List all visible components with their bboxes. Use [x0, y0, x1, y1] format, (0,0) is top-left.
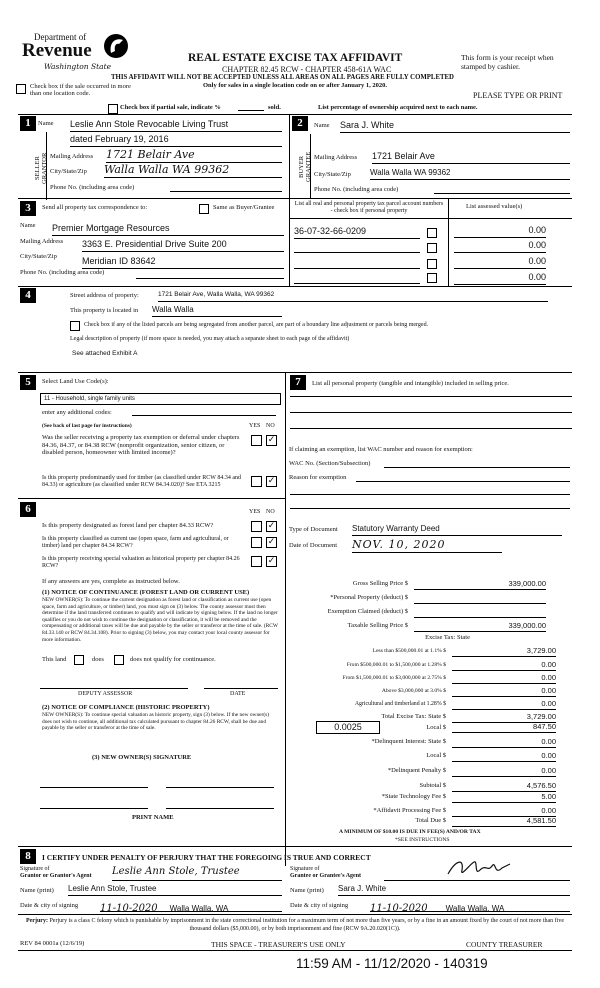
- land-does-qualify-checkbox[interactable]: [74, 655, 84, 665]
- receipt-note: This form is your receipt when stamped by cashier.: [461, 53, 554, 71]
- affidavit-processing-fee-label: *Affidavit Processing Fee $: [373, 807, 446, 814]
- total-due-value[interactable]: 4,581.50: [452, 816, 556, 827]
- treasurer-space-label: THIS SPACE - TREASURER'S USE ONLY: [211, 940, 346, 949]
- street-address-label: Street address of property:: [70, 292, 139, 299]
- revenue-logo-text: Revenue: [22, 40, 92, 61]
- legal-description-field[interactable]: See attached Exhibit A: [72, 350, 138, 357]
- local-tax-value[interactable]: 847.50: [452, 722, 556, 733]
- exemption-deferral-yes-checkbox[interactable]: [251, 435, 262, 446]
- seller-name-line2-field[interactable]: dated February 19, 2016: [70, 134, 282, 147]
- continuance-notice-body: NEW OWNER(S): To continue the current designation as forest land or classification as current use (open space, farm and agriculture, or timber) land, you must sign on (3) below. The county assessor must then determine if the land transferred continues to qualify and will indicate by signing below. If the land no longer qualifies or you do not wish to continue the designation or classification, it will be removed and the compensating or additional taxes will be due and payable by the seller or transferor at the time of sale. (RCW 84.33.140 or RCW 84.34.108). Prior to signing (3) below, you may contact your local county assessor for more information.: [42, 597, 278, 643]
- form-revision-number: REV 84 0001a (12/6/19): [20, 940, 85, 947]
- cashier-timestamp-stamp: 11:59 AM - 11/12/2020 - 140319: [296, 956, 488, 971]
- county-treasurer-label: COUNTY TREASURER: [466, 940, 543, 949]
- correspondence-city-field[interactable]: Meridian ID 83642: [82, 256, 284, 269]
- timber-agriculture-yes-checkbox[interactable]: [251, 476, 262, 487]
- taxable-selling-price-value[interactable]: 339,000.00: [414, 621, 546, 632]
- current-use-no-checkbox[interactable]: ✓: [267, 537, 276, 547]
- partial-sale-percent-field[interactable]: [238, 110, 264, 111]
- buyer-name-label: Name: [314, 122, 330, 129]
- exemption-reason-label: Reason for exemption: [289, 474, 347, 481]
- see-instructions-note: *SEE INSTRUCTIONS: [395, 837, 450, 843]
- section-6-number: 6: [20, 502, 36, 517]
- assessed-value-4[interactable]: 0.00: [454, 272, 546, 285]
- tax-bracket-3-value[interactable]: 0.00: [452, 673, 556, 684]
- land-use-instructions-note: (See back of last page for instructions): [42, 423, 132, 429]
- wac-number-field[interactable]: [384, 467, 570, 468]
- compliance-notice-body: NEW OWNER(S): To continue special valuation as historic property, sign (3) below. If the new owner(s) does not wish to continue, all additional tax calculated pursuant to chapter 84.26 RCW, shall be due and payable by the seller or transferor at the time of sale.: [42, 712, 270, 732]
- local-rate-field[interactable]: 0.0025: [316, 721, 380, 734]
- grantor-date-city-field[interactable]: [100, 898, 282, 912]
- local-tax-label: Local $: [426, 724, 446, 731]
- parcel-number-2[interactable]: [294, 252, 420, 253]
- state-technology-fee-label: *State Technology Fee $: [381, 793, 446, 800]
- parcel-4-personal-checkbox[interactable]: [427, 273, 437, 283]
- partial-sale-checkbox[interactable]: [108, 104, 118, 114]
- exemption-reason-field[interactable]: [356, 481, 570, 482]
- historic-property-yes-checkbox[interactable]: [251, 556, 262, 567]
- tax-bracket-2-value[interactable]: 0.00: [452, 660, 556, 671]
- tax-bracket-1-label: Less than $500,000.01 at 1.1% $: [372, 648, 446, 654]
- assessed-value-header: List assessed value(s): [466, 203, 523, 210]
- land-use-select[interactable]: 11 - Household, single family units: [40, 393, 281, 405]
- tax-correspondence-label: Send all property tax correspondence to:: [42, 204, 148, 211]
- document-date-field[interactable]: NOV. 10, 2020: [352, 538, 502, 553]
- seller-grantor-side-label: SELLER GRANTOR: [34, 152, 48, 184]
- legal-description-label: Legal description of property (if more space is needed, you may attach a separate sheet to each page of the affidavit): [70, 336, 350, 342]
- wac-number-label: WAC No. (Section/Subsection): [289, 460, 371, 467]
- grantee-signature-field[interactable]: [384, 866, 570, 881]
- seller-name-label: Name: [38, 120, 54, 127]
- tax-bracket-2-label: From $500,000.01 to $1,500,000 at 1.28% $: [346, 662, 446, 668]
- does-not-qualify-label: does not qualify for continuance.: [130, 656, 216, 663]
- section-6-no-header: NO: [266, 509, 275, 515]
- form-title: REAL ESTATE EXCISE TAX AFFIDAVIT: [188, 52, 403, 64]
- type-or-print-label: PLEASE TYPE OR PRINT: [473, 91, 563, 100]
- correspondence-mailing-field[interactable]: 3363 E. Presidential Drive Suite 200: [82, 239, 284, 252]
- parcel-2-personal-checkbox[interactable]: [427, 243, 437, 253]
- exemption-deferral-question: Was the seller receiving a property tax exemption or deferral under chapters 84.36, 84.37, or 84.38 RCW (nonprofit organization, senior citizen, or disabled person, homeowner with limited income)?: [42, 434, 240, 456]
- additional-codes-field[interactable]: [132, 415, 276, 416]
- segregated-parcel-label: Check box if any of the listed parcels are being segregated from another parcel, are part of a boundary line adjustment or parcels being merged.: [84, 322, 429, 328]
- parcel-3-personal-checkbox[interactable]: [427, 259, 437, 269]
- tax-bracket-3-label: From $1,500,000.01 to $3,000,000 at 2.75% $: [342, 675, 446, 681]
- total-excise-state-value[interactable]: 3,729.00: [452, 712, 556, 723]
- parcel-number-1[interactable]: 36-07-32-66-0209: [294, 226, 420, 239]
- gross-selling-price-label: Gross Selling Price $: [352, 580, 408, 587]
- correspondence-name-label: Name: [20, 222, 36, 229]
- parcel-1-personal-checkbox[interactable]: [427, 228, 437, 238]
- assessed-value-3[interactable]: 0.00: [454, 256, 546, 269]
- located-in-field[interactable]: Walla Walla: [152, 305, 282, 317]
- excise-tax-state-header: Excise Tax: State: [425, 634, 470, 641]
- agricultural-timber-label: Agricultural and timberland at 1.28% $: [354, 701, 446, 707]
- same-as-buyer-checkbox[interactable]: [199, 204, 209, 214]
- personal-property-deduct-value[interactable]: [414, 593, 546, 604]
- section-3-number: 3: [20, 201, 36, 216]
- dept-of-label: Department of: [34, 32, 87, 42]
- affidavit-processing-fee-value[interactable]: 0.00: [452, 806, 556, 817]
- grantor-signature-label-2: Grantor or Grantor's Agent: [20, 873, 92, 879]
- grantor-name-field[interactable]: Leslie Ann Stole, Trustee: [68, 884, 282, 896]
- form-subtitle: CHAPTER 82.45 RCW - CHAPTER 458-61A WAC: [222, 65, 392, 74]
- personal-property-deduct-label: *Personal Property (deduct) $: [330, 594, 408, 601]
- personal-property-label: List all personal property (tangible and intangible) included in selling price.: [312, 380, 509, 387]
- grantee-name-label: Name (print): [290, 887, 324, 894]
- correspondence-phone-label: Phone No. (including area code): [20, 269, 105, 276]
- perjury-footnote-label: Perjury:: [25, 918, 48, 924]
- exemption-claimed-value[interactable]: [414, 607, 546, 618]
- state-technology-fee-value[interactable]: 5.00: [452, 792, 556, 803]
- tax-bracket-4-value[interactable]: 0.00: [452, 686, 556, 697]
- seller-mailing-field[interactable]: 1721 Belair Ave: [106, 148, 282, 163]
- gross-selling-price-value[interactable]: 339,000.00: [414, 579, 546, 590]
- grantee-sign-city: Walla Walla, WA: [445, 904, 505, 913]
- parcel-number-3[interactable]: [294, 268, 420, 269]
- print-name-label: PRINT NAME: [132, 814, 174, 821]
- grantee-signature-label-1: Signature of: [290, 866, 320, 872]
- seller-name-field[interactable]: Leslie Ann Stole Revocable Living Trust: [70, 119, 282, 132]
- seller-phone-label: Phone No. (including area code): [50, 184, 135, 191]
- parcel-number-4[interactable]: [294, 283, 420, 284]
- exemption-deferral-no-checkbox[interactable]: ✓: [267, 435, 276, 445]
- washington-state-label: Washington State: [44, 62, 112, 71]
- total-due-label: Total Due $: [415, 817, 446, 824]
- grantee-signature-label-2: Grantee or Grantee's Agent: [290, 873, 362, 879]
- sold-label: sold.: [268, 104, 281, 111]
- perjury-footnote: [20, 917, 570, 933]
- parcel-list-header: List all real and personal property tax parcel account numbers - check box if personal property: [294, 201, 444, 214]
- if-yes-instruction: If any answers are yes, complete as instructed below.: [42, 578, 180, 585]
- timber-agriculture-question: Is this property predominantly used for timber (as classified under RCW 84.34 and 84.33) or agriculture (as classified under RCW 84.34.020)? See ETA 3215: [42, 475, 242, 488]
- delinquent-interest-state-label: *Delinquent Interest: State $: [371, 738, 446, 745]
- subtotal-value[interactable]: 4,576.50: [452, 781, 556, 792]
- section-8-number: 8: [20, 849, 36, 864]
- buyer-city-label: City/State/Zip: [314, 171, 351, 178]
- multi-location-checkbox[interactable]: [16, 84, 26, 94]
- forest-land-yes-checkbox[interactable]: [251, 521, 262, 532]
- new-owner-signature-title: (3) NEW OWNER(S) SIGNATURE: [92, 754, 192, 761]
- delinquent-interest-local-value[interactable]: 0.00: [452, 751, 556, 762]
- forest-land-question: Is this property designated as forest land per chapter 84.33 RCW?: [42, 522, 214, 529]
- forest-land-no-checkbox[interactable]: ✓: [267, 521, 276, 531]
- section-7-number: 7: [290, 375, 306, 390]
- section-1-number: 1: [20, 116, 36, 131]
- buyer-city-field[interactable]: Walla Walla WA 99362: [370, 168, 570, 180]
- single-location-note: Only for sales in a single location code on or after January 1, 2020.: [203, 82, 387, 89]
- land-does-not-qualify-checkbox[interactable]: [114, 655, 124, 665]
- perjury-certification: I CERTIFY UNDER PENALTY OF PERJURY THAT THE FOREGOING IS TRUE AND CORRECT: [42, 853, 371, 862]
- perjury-footnote-text: Perjury is a class C felony which is punishable by imprisonment in the state correctional institution for a maximum term of not more than five years, or by a fine in an amount fixed by the court of not more than five thousand dollars ($5,000.00), or by both imprisonment and fine (RCW 9A.20.020(1C)).: [49, 918, 565, 932]
- grantor-sign-city: Walla Walla, WA: [169, 904, 229, 913]
- document-type-label: Type of Document: [289, 526, 338, 533]
- dor-logo-icon: [103, 31, 129, 61]
- assessed-value-2[interactable]: 0.00: [454, 240, 546, 253]
- buyer-grantee-side-label: BUYER GRANTEE: [298, 151, 312, 183]
- section-5-yes-header: YES: [249, 423, 261, 429]
- located-in-label: This property is located in: [70, 307, 139, 314]
- grantor-sign-date: 11-10-2020: [100, 903, 158, 914]
- seller-mailing-label: Mailing Address: [50, 153, 94, 160]
- section-5-no-header: NO: [266, 423, 275, 429]
- section-5-number: 5: [20, 375, 36, 390]
- assessor-date-label: DATE: [230, 691, 246, 697]
- continuance-notice-title: (1) NOTICE OF CONTINUANCE (FOREST LAND OR CURRENT USE): [42, 589, 250, 596]
- grantee-sign-date: 11-10-2020: [370, 903, 428, 914]
- multi-location-label: Check box if the sale occurred in more than one location code.: [30, 83, 131, 97]
- document-date-label: Date of Document: [289, 542, 338, 549]
- delinquent-penalty-value[interactable]: 0.00: [452, 766, 556, 777]
- minimum-fee-note: A MINIMUM OF $10.00 IS DUE IN FEE(S) AND/OR TAX: [339, 829, 481, 835]
- delinquent-penalty-label: *Delinquent Penalty $: [387, 767, 446, 774]
- exemption-wac-instruction: If claiming an exemption, list WAC number and reason for exemption:: [289, 446, 473, 453]
- tax-bracket-4-label: Above $3,000,000 at 3.0% $: [381, 688, 446, 694]
- historic-property-question: Is this property receiving special valuation as historical property per chapter 84.26 RCW?: [42, 556, 240, 569]
- grantor-signature-label-1: Signature of: [20, 866, 50, 872]
- grantor-date-city-label: Date & city of signing: [20, 902, 79, 909]
- correspondence-city-label: City/State/Zip: [20, 253, 57, 260]
- exemption-claimed-label: Exemption Claimed (deduct) $: [327, 608, 408, 615]
- document-type-field[interactable]: Statutory Warranty Deed: [352, 524, 562, 536]
- grantee-signature-scribble: [444, 856, 514, 880]
- compliance-notice-title: (2) NOTICE OF COMPLIANCE (HISTORIC PROPERTY): [42, 704, 210, 711]
- does-label: does: [92, 656, 104, 663]
- partial-sale-label: Check box if partial sale, indicate %: [120, 104, 221, 111]
- timber-agriculture-no-checkbox[interactable]: ✓: [267, 476, 276, 486]
- land-use-label: Select Land Use Code(s):: [42, 378, 109, 385]
- correspondence-phone-field[interactable]: [136, 278, 284, 279]
- buyer-name-field[interactable]: Sara J. White: [340, 120, 570, 133]
- assessed-value-1[interactable]: 0.00: [454, 225, 546, 238]
- current-use-yes-checkbox[interactable]: [251, 537, 262, 548]
- grantee-date-city-field[interactable]: [370, 898, 570, 912]
- seller-phone-field[interactable]: [170, 191, 282, 192]
- ownership-percent-note: List percentage of ownership acquired next to each name.: [318, 104, 478, 111]
- grantor-signature-field[interactable]: Leslie Ann Stole, Trustee: [112, 866, 282, 881]
- buyer-mailing-field[interactable]: 1721 Belair Ave: [372, 151, 570, 164]
- subtotal-label: Subtotal $: [419, 782, 446, 789]
- segregated-parcel-checkbox[interactable]: [70, 321, 80, 331]
- buyer-phone-label: Phone No. (including area code): [314, 186, 399, 193]
- tax-bracket-1-value[interactable]: 3,729.00: [452, 646, 556, 657]
- section-4-number: 4: [20, 288, 36, 303]
- buyer-phone-field[interactable]: [434, 193, 570, 194]
- same-as-buyer-label: Same as Buyer/Grantee: [213, 204, 275, 211]
- section-6-yes-header: YES: [249, 509, 261, 515]
- delinquent-interest-state-value[interactable]: 0.00: [452, 737, 556, 748]
- section-2-number: 2: [292, 116, 308, 131]
- total-excise-state-label: Total Excise Tax: State $: [381, 713, 446, 720]
- current-use-question: Is this property classified as current use (open space, farm and agricultural, or timber) land per chapter 84.34 RCW?: [42, 536, 229, 549]
- grantee-name-field[interactable]: Sara J. White: [338, 884, 570, 896]
- this-land-label: This land: [42, 656, 67, 663]
- grantor-name-label: Name (print): [20, 887, 54, 894]
- delinquent-interest-local-label: Local $: [426, 752, 446, 759]
- seller-city-label: City/State/Zip: [50, 168, 87, 175]
- deputy-assessor-label: DEPUTY ASSESSOR: [78, 691, 133, 697]
- grantee-date-city-label: Date & city of signing: [290, 902, 349, 909]
- form-warning: THIS AFFIDAVIT WILL NOT BE ACCEPTED UNLESS ALL AREAS ON ALL PAGES ARE FULLY COMPLETED: [111, 74, 454, 81]
- street-address-field[interactable]: 1721 Belair Ave, Walla Walla, WA 99362: [158, 291, 548, 302]
- buyer-mailing-label: Mailing Address: [314, 154, 358, 161]
- correspondence-name-field[interactable]: Premier Mortgage Resources: [52, 223, 284, 236]
- agricultural-timber-value[interactable]: 0.00: [452, 699, 556, 710]
- taxable-selling-price-label: Taxable Selling Price $: [347, 622, 408, 629]
- additional-codes-label: enter any additional codes:: [42, 409, 112, 416]
- seller-city-field[interactable]: Walla Walla WA 99362: [104, 163, 282, 178]
- historic-property-no-checkbox[interactable]: ✓: [267, 556, 276, 566]
- correspondence-mailing-label: Mailing Address: [20, 238, 64, 245]
